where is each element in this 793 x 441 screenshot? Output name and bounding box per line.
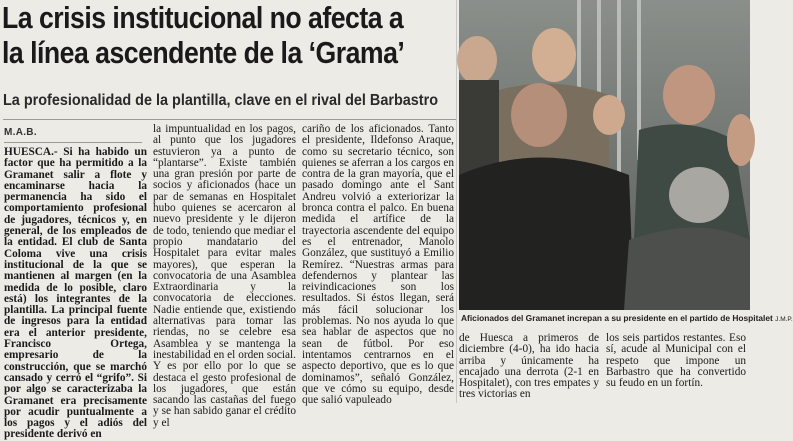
column-1-text: Si ha habido un factor que ha permitido a la Gramanet salir a flote y encaminarse hacia la permanencia ha sido el comportamiento profesional de jugadores, técnicos y, en general, de los empleados de la entidad. El club de Santa Coloma vive una crisis institucional de la que se mantienen al margen (en la medida de lo posible, claro está) los integrantes de la plantilla. La principal fuente de ingresos para la entidad era el anterior presidente, Francisco Ortega, empresario de la construcción, que se marchó cansado y cerró el “grifo”. Si por algo se caracterizaba la Gramanet era precisamente por acudir puntualmente a los pagos y el adiós del presidente derivó en [4,146,147,441]
article-column-2 [153,123,296,429]
subheadline: La profesionalidad de la plantilla, clave en el rival del Barbastro [3,92,439,109]
photo-credit: J.M.P. [775,316,793,323]
subhead-rule [3,119,456,120]
caption-text: Aficionados del Gramanet increpan a su presidente en el partido de Hospitalet [461,313,773,323]
headline-line-2: la línea ascendente de la ‘Grama’ [2,35,405,70]
column-divider [456,0,457,403]
column-3-text: cariño de los aficionados. Tanto el presidente, Ildefonso Araque, como su secretario técnico, son quienes se aferran a los cargos en contra de la gran mayoría, que el pasado domingo ante el Sant Andreu volvió a exteriorizar la bronca contra el palco. En buena medida el artífice de la trayectoria ascendente del equipo es el entrenador, Manolo González, que sustituyó a Emilio Remírez. “Nuestras armas para defendernos y plantear las reivindicaciones son los resultados. Si éstos llegan, será más fácil solucionar los problemas. No nos ayuda lo que sea hablar de aspectos que no sean de fútbol. Por eso intentamos centrarnos en el aspecto deportivo, que es lo que dominamos”, señaló González, que ve cómo su equipo, desde que salió vapuleado [302,123,454,407]
article-column-5 [606,333,746,403]
column-5-text: los seis partidos restantes. Eso sí, acude al Municipal con el respeto que impone un Barbastro que ha convertido su feudo en un fortín. [606,332,746,390]
news-photo [459,0,750,310]
photo-caption [461,313,793,323]
photo-illustration [459,0,750,310]
article-column-4 [459,333,599,403]
column-2-text: la impuntualidad en los pagos, al punto que los jugadores estuvieron ya a punto de “plantarse”. Existe también una gran presión por parte de socios y aficionados (hace un par de semanas en Hospitalet hubo quienes se acercaron al nuevo presidente y le dijeron de todo, teniendo que mediar el propio mandatario del Hospitalet para evitar males mayores), que esperan la convocatoria de una Asamblea Extraordinaria y la convocatoria de elecciones. Nadie entiende que, existiendo alternativas para tomar las riendas, no se celebre esa Asamblea y se mantenga la inestabilidad en el orden social. Y es por ello por lo que se destaca el gesto profesional de los jugadores, que están sacando las castañas del fuego y se han sabido ganar el crédito y el [153,123,296,429]
byline: M.A.B. [4,127,37,138]
headline [2,0,405,70]
dateline: HUESCA.- [4,146,58,158]
article-column-1 [4,146,147,441]
article-column-3 [302,123,454,407]
column-4-text: de Huesca a primeros de diciembre (4-0), ha ido hacia arriba y únicamente ha encajado una derrota (2-1 en Hospitalet), con tres empates y tres victorias en [459,332,599,401]
byline-rule [4,142,142,143]
headline-line-1: La crisis institucional no afecta a [2,0,404,35]
